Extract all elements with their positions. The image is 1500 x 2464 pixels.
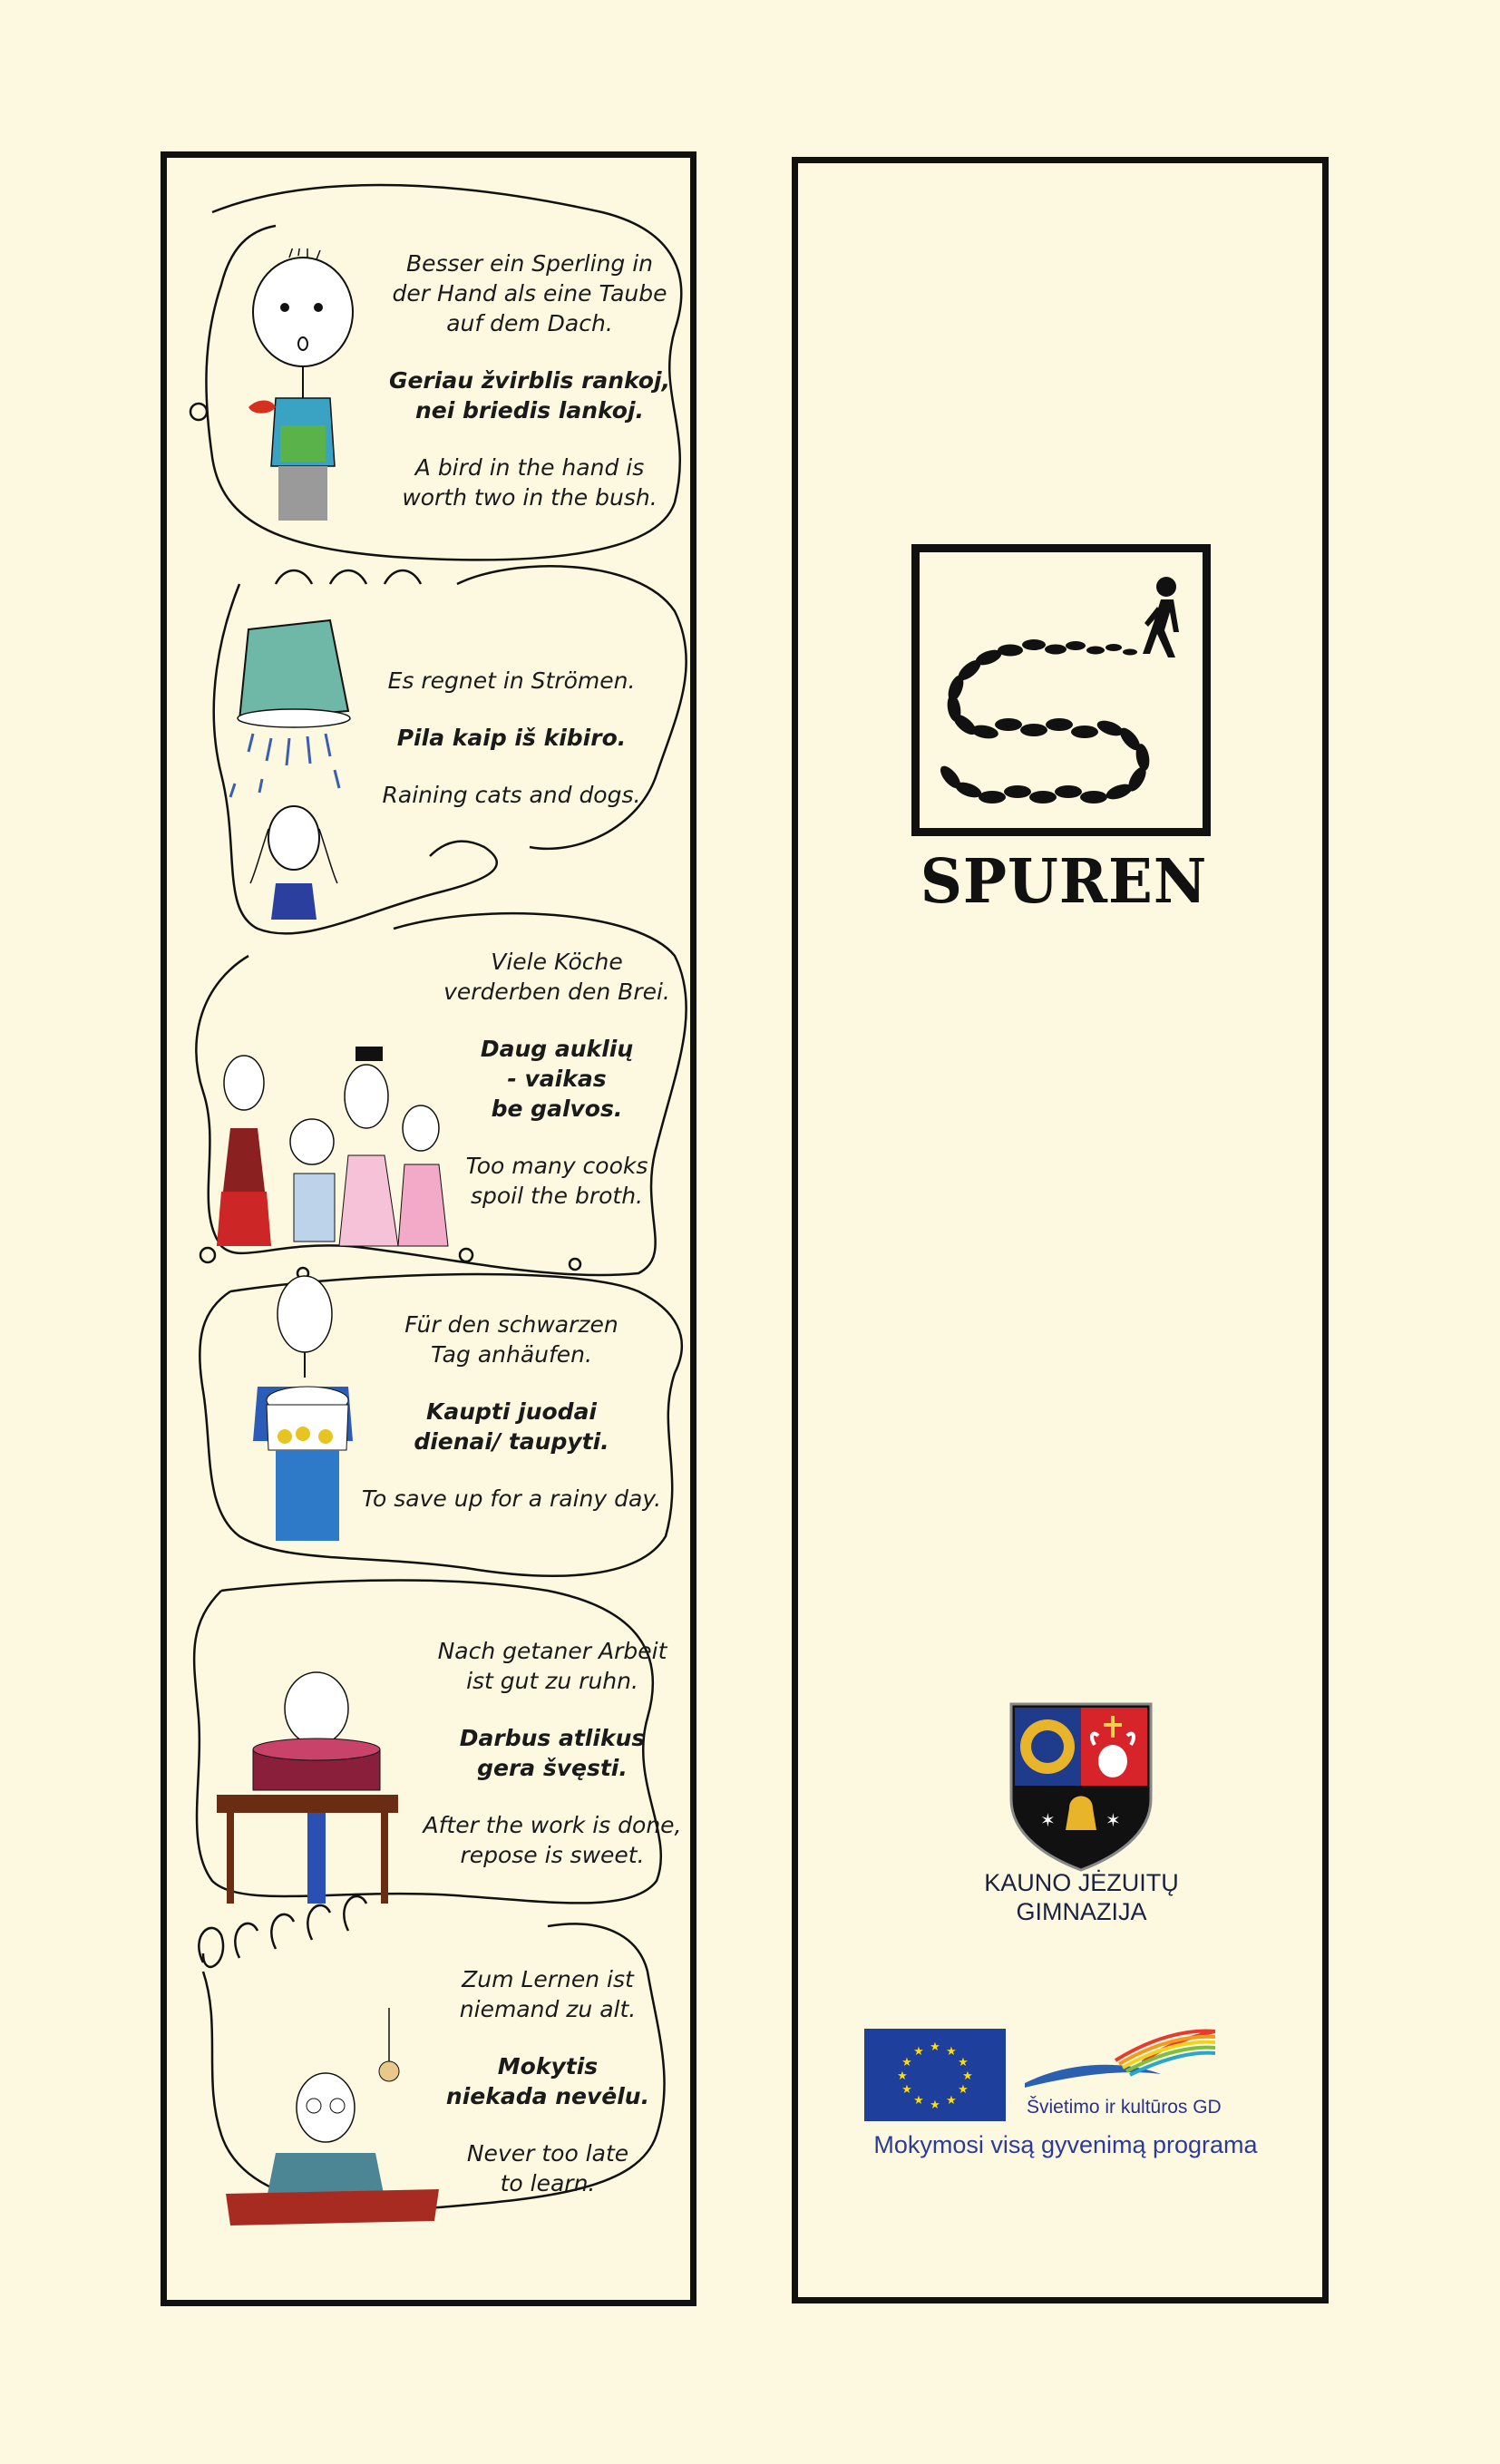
svg-text:★: ★ [901,2056,912,2070]
footprints-s-walker-icon [920,552,1203,828]
proverb-english: After the work is done, repose is sweet. [423,1812,682,1868]
proverb-lithuanian: Mokytis niekada nevėlu. [445,2053,650,2109]
svg-text:★: ★ [958,2083,969,2097]
proverb-german: Viele Köche verderben den Brei. [443,949,670,1005]
proverb-lithuanian: Daug auklių - vaikas be galvos. [480,1036,634,1122]
proverb-english: Never too late to learn. [466,2140,629,2196]
proverb-english: A bird in the hand is worth two in the bush. [402,454,657,511]
proverb-german: Nach getaner Arbeit ist gut zu ruhn. [437,1638,667,1694]
project-bookmark [792,157,1329,2303]
gd-label: Švietimo ir kultūros GD [1027,2097,1222,2118]
spuren-logo [911,544,1211,836]
svg-text:★: ★ [946,2045,957,2059]
proverb-3 [421,947,693,1211]
proverb-2 [366,666,657,810]
proverb-1 [385,248,675,512]
proverb-german: Es regnet in Strömen. [387,667,636,694]
group-of-people-illustration [203,1028,457,1255]
program-title: Mokymosi visą gyvenimą programa [873,2131,1258,2158]
proverb-4 [348,1310,675,1514]
proverb-lithuanian: Pila kaip iš kibiro. [396,725,627,751]
proverb-german: Besser ein Sperling in der Hand als eine Taube auf dem Dach. [392,250,667,336]
svg-text:★: ★ [897,2070,908,2083]
svg-text:★: ★ [962,2070,973,2083]
school-name: KAUNO JĖZUITŲ GIMNAZIJA [984,1869,1179,1925]
proverb-english: Raining cats and dogs. [382,782,641,808]
proverb-english: To save up for a rainy day. [361,1485,662,1512]
svg-text:★: ★ [913,2045,924,2059]
svg-text:✶: ✶ [1106,1809,1121,1831]
proverb-lithuanian: Kaupti juodai dienai/ taupyti. [414,1398,609,1455]
proverb-5 [407,1636,697,1870]
jesuit-crest-icon [1004,1699,1158,1872]
gd-swoosh-icon [1025,2024,1215,2097]
proverb-german: Für den schwarzen Tag anhäufen. [404,1311,619,1368]
boy-with-bird-illustration [217,248,371,539]
cake-on-table-illustration [208,1659,407,1913]
svg-text:★: ★ [913,2094,924,2108]
svg-text:★: ★ [930,2040,940,2054]
proverb-6 [430,1964,666,2198]
proverb-english: Too many cooks spoil the broth. [465,1153,648,1209]
eu-flag-icon [864,2029,1006,2121]
proverb-lithuanian: Darbus atlikus gera švęsti. [459,1725,646,1781]
svg-text:★: ★ [946,2094,957,2108]
bucket-rain-illustration [221,611,375,920]
proverbs-bookmark [161,151,696,2306]
svg-text:✶: ✶ [1040,1809,1056,1831]
svg-text:★: ★ [958,2056,969,2070]
svg-text:★: ★ [901,2083,912,2097]
brand-name: SPUREN [920,846,1208,918]
proverb-lithuanian: Geriau žvirblis rankoj, nei briedis lankoj. [388,367,671,424]
man-on-rug-with-bulb-illustration [221,2008,448,2225]
proverb-german: Zum Lernen ist niemand zu alt. [459,1966,637,2022]
svg-text:★: ★ [930,2099,940,2112]
